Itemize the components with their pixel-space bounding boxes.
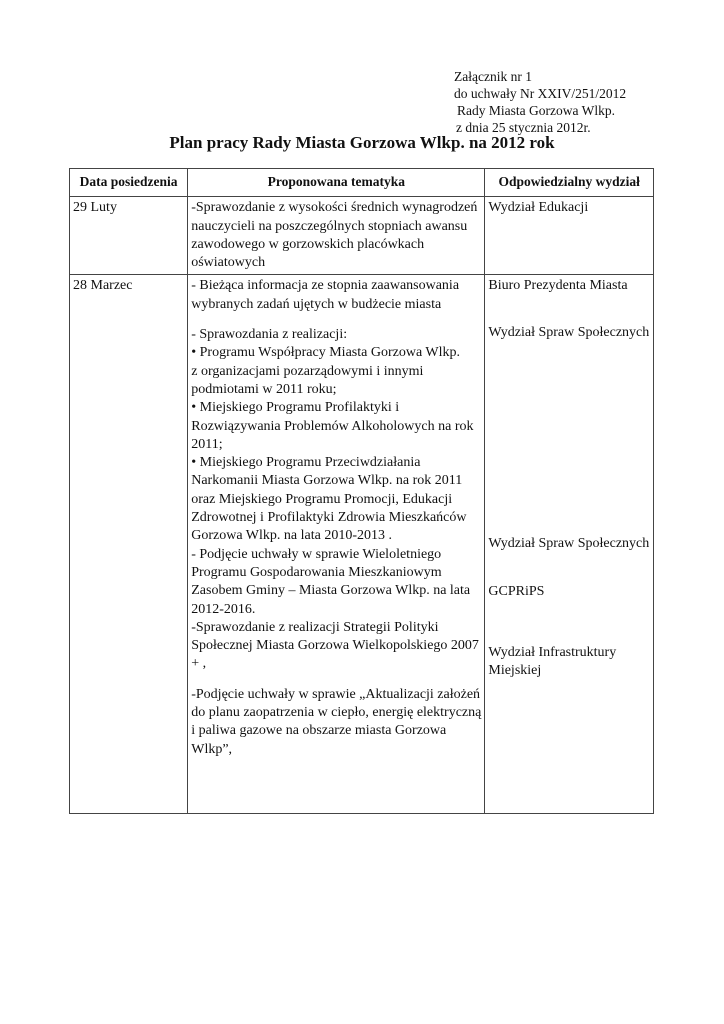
department-item: Wydział Spraw Społecznych	[488, 324, 650, 340]
annex-line: z dnia 25 stycznia 2012r.	[456, 120, 591, 135]
department-item: Wydział Infrastruktury Miejskiej	[488, 644, 617, 678]
topic-item: - Podjęcie uchwały w sprawie Wieloletniego Programu Gospodarowania Mieszkaniowym Zasobem Gminy – Miasta Gorzowa Wlkp. na lata 2012-2016.	[191, 546, 471, 617]
topic-item: - Sprawozdania z realizacji:	[191, 327, 348, 343]
topic-item: • Programu Współpracy Miasta Gorzowa Wlkp.	[191, 345, 461, 361]
annex-block	[454, 68, 626, 136]
column-header-department: Odpowiedzialny wydział	[485, 169, 654, 197]
table-row	[70, 275, 654, 814]
topic-item: -Podjęcie uchwały w sprawie „Aktualizacji założeń do planu zaopatrzenia w ciepło, energię elektryczną i paliwa gazowe na obszarze miasta Gorzowa Wlkp”,	[191, 686, 482, 757]
topic-item: podmiotami w 2011 roku;	[191, 381, 337, 397]
department-item: Wydział Edukacji	[488, 200, 589, 216]
topic-item: - Bieżąca informacja ze stopnia zaawansowania wybranych zadań ujętych w budżecie miasta	[191, 278, 460, 312]
topic-item: • Miejskiego Programu Przeciwdziałania Narkomanii Miasta Gorzowa Wlkp. na rok 2011 oraz Miejskiego Programu Promocji, Edukacji Zdrowotnej i Profilaktyki Zdrowia Mieszkańców Gorzowa Wlkp. na lata 2010-2013 .	[191, 455, 467, 544]
annex-line: Rady Miasta Gorzowa Wlkp.	[457, 103, 615, 118]
topics-cell	[188, 275, 485, 814]
topic-item: z organizacjami pozarządowymi i innymi	[191, 363, 424, 379]
page-title: Plan pracy Rady Miasta Gorzowa Wlkp. na 2012 rok	[169, 133, 555, 152]
table-header-row	[70, 169, 654, 197]
date-cell: 28 Marzec	[70, 275, 188, 814]
column-header-topics: Proponowana tematyka	[188, 169, 485, 197]
department-item: GCPRiPS	[488, 584, 545, 600]
column-header-date: Data posiedzenia	[70, 169, 188, 197]
annex-line: Załącznik nr 1	[454, 69, 532, 84]
topic-item: -Sprawozdanie z wysokości średnich wynagrodzeń nauczycieli na poszczególnych stopniach awansu zawodowego w gorzowskich placówkach oświatowych	[191, 200, 478, 271]
department-cell	[485, 197, 654, 275]
plan-table	[69, 168, 654, 814]
topic-item: • Miejskiego Programu Profilaktyki i Rozwiązywania Problemów Alkoholowych na rok 2011;	[191, 400, 474, 452]
annex-line: do uchwały Nr XXIV/251/2012	[454, 86, 627, 101]
department-item: Biuro Prezydenta Miasta	[488, 278, 628, 294]
department-item: Wydział Spraw Społecznych	[488, 536, 650, 552]
topics-cell	[188, 197, 485, 275]
topic-item: -Sprawozdanie z realizacji Strategii Polityki Społecznej Miasta Gorzowa Wielkopolskiego 2007 + ,	[191, 619, 479, 672]
department-cell	[485, 275, 654, 814]
table-row	[70, 197, 654, 275]
date-cell: 29 Luty	[70, 197, 188, 275]
